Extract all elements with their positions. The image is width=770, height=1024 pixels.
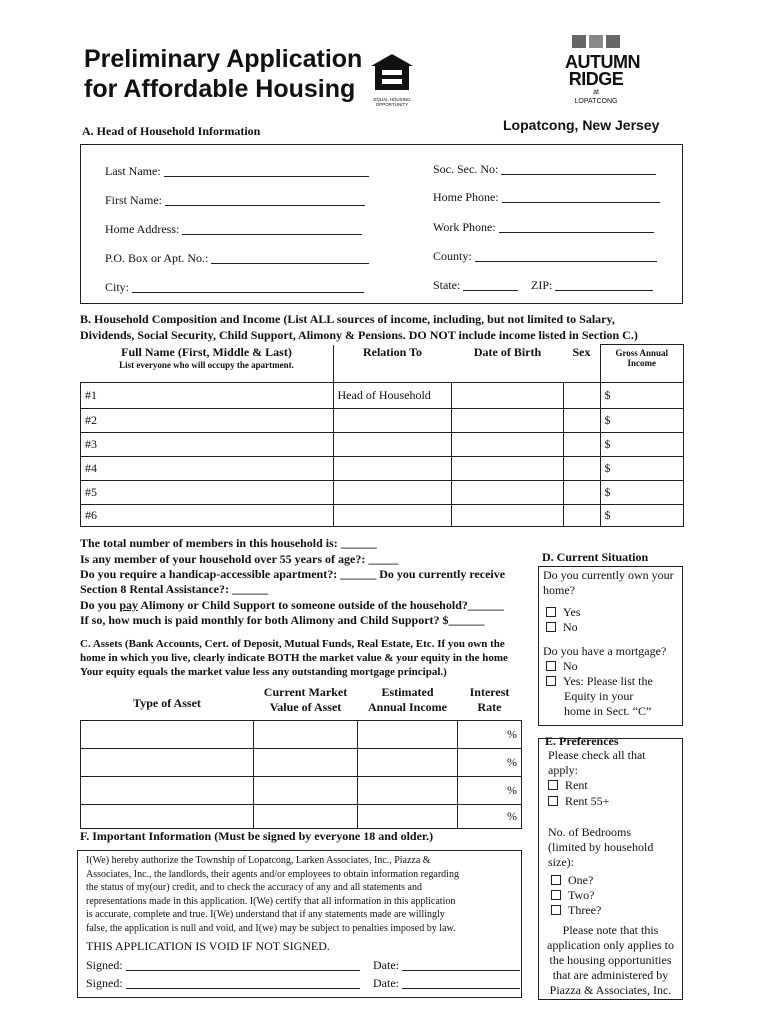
location: Lopatcong, New Jersey: [503, 117, 660, 133]
row-relation[interactable]: [333, 433, 452, 457]
asset-income-cell[interactable]: [358, 776, 458, 804]
bed-one[interactable]: One?: [551, 873, 593, 888]
mortgage-yes[interactable]: Yes: Please list the Equity in your home in Sect. “C”: [546, 674, 653, 719]
row-sex[interactable]: [564, 383, 601, 409]
authorization-paragraph: I(We) hereby authorize the Township of Lopatcong, Larken Associates, Inc., Piazza & Associates, Inc., the landlords, their agents and/or employees to obtain information regarding the status of my(our) credit, and to check the accuracy of any and all statements and representations made in this application. I(We) certify that all information in this application is accurate, complete and true. I(We) understand that if any statements made are willingly false, the application is null and void, and I(we) may be subject to penalties imposed by law.: [86, 855, 459, 934]
title-line-2: for Affordable Housing: [84, 75, 356, 103]
own-home-question: Do you currently own your home?: [543, 568, 674, 597]
col-full-name: Full Name (First, Middle & Last) List everyone who will occupy the apartment.: [81, 345, 334, 383]
home-phone-field[interactable]: Home Phone:: [433, 190, 660, 205]
county-field[interactable]: County:: [433, 249, 657, 264]
row-dob[interactable]: [452, 505, 564, 527]
row-num: #4: [81, 457, 334, 481]
work-phone-field[interactable]: Work Phone:: [433, 220, 654, 235]
logo-line-1: AUTUMN: [565, 52, 640, 72]
row-income[interactable]: $: [600, 505, 684, 527]
bed-two[interactable]: Two?: [551, 888, 594, 903]
pref-rent-55[interactable]: Rent 55+: [548, 794, 609, 809]
logo-line-2: RIDGE: [568, 69, 624, 89]
asset-market-cell[interactable]: [254, 748, 358, 776]
city-field[interactable]: City:: [105, 280, 364, 295]
asset-type-cell[interactable]: [81, 776, 254, 804]
preferences-instructions: Please check all that apply:: [548, 748, 646, 777]
checkbox-icon[interactable]: [548, 780, 558, 790]
row-income[interactable]: $: [600, 457, 684, 481]
question-members[interactable]: The total number of members in this household is: ______: [80, 536, 377, 550]
household-table: [80, 344, 684, 527]
col-annual-income: Estimated Annual Income: [367, 684, 447, 714]
asset-type-cell[interactable]: [81, 748, 254, 776]
bed-three[interactable]: Three?: [551, 903, 601, 918]
page-title: [84, 44, 362, 104]
col-interest-rate: Interest Rate: [469, 684, 510, 714]
house-icon: [369, 52, 415, 92]
signature-field-1[interactable]: Signed:: [86, 958, 360, 973]
eho-text: EQUAL HOUSING OPPORTUNITY: [373, 97, 411, 107]
asset-rate-cell[interactable]: %: [458, 748, 522, 776]
section-d-heading: D. Current Situation: [542, 550, 649, 564]
bedrooms-label: No. of Bedrooms (limited by household size):: [548, 825, 654, 869]
date-field-2[interactable]: Date:: [373, 976, 520, 991]
row-income[interactable]: $: [600, 409, 684, 433]
asset-type-cell[interactable]: [81, 720, 254, 748]
asset-market-cell[interactable]: [254, 776, 358, 804]
po-box-field[interactable]: P.O. Box or Apt. No.:: [105, 251, 369, 266]
checkbox-icon[interactable]: [546, 661, 556, 671]
asset-income-cell[interactable]: [358, 804, 458, 828]
asset-market-cell[interactable]: [254, 804, 358, 828]
checkbox-icon[interactable]: [551, 905, 561, 915]
row-dob[interactable]: [452, 433, 564, 457]
state-field[interactable]: State:: [433, 278, 518, 293]
row-relation[interactable]: [333, 457, 452, 481]
checkbox-icon[interactable]: [551, 875, 561, 885]
row-dob[interactable]: [452, 457, 564, 481]
asset-market-cell[interactable]: [254, 720, 358, 748]
col-market-value: Current Market Value of Asset: [263, 684, 348, 714]
row-income[interactable]: $: [600, 433, 684, 457]
row-num: #6: [81, 505, 334, 527]
last-name-field[interactable]: Last Name:: [105, 164, 369, 179]
row-sex[interactable]: [564, 481, 601, 505]
question-section8[interactable]: Section 8 Rental Assistance?: ______: [80, 582, 268, 596]
col-asset-type: Type of Asset: [133, 696, 201, 711]
row-num: #5: [81, 481, 334, 505]
asset-income-cell[interactable]: [358, 720, 458, 748]
mortgage-no[interactable]: No: [546, 659, 578, 674]
row-num: #3: [81, 433, 334, 457]
checkbox-icon[interactable]: [546, 676, 556, 686]
void-notice: THIS APPLICATION IS VOID IF NOT SIGNED.: [86, 939, 330, 953]
logo-line-4: LOPATCONG: [574, 98, 618, 105]
asset-income-cell[interactable]: [358, 748, 458, 776]
section-e-heading: E. Preferences: [545, 734, 619, 748]
signature-field-2[interactable]: Signed:: [86, 976, 360, 991]
preferences-note: Please note that this application only applies to the housing opportunities that are administered by Piazza & Associates, Inc.: [547, 923, 674, 997]
row-sex[interactable]: [564, 457, 601, 481]
equal-housing-logo: [369, 52, 415, 107]
mortgage-question: Do you have a mortgage?: [543, 644, 667, 658]
checkbox-icon[interactable]: [546, 607, 556, 617]
row-sex[interactable]: [564, 505, 601, 527]
row-relation[interactable]: [333, 409, 452, 433]
assets-table: [80, 680, 522, 829]
checkbox-icon[interactable]: [548, 796, 558, 806]
col-dob: Date of Birth: [473, 344, 542, 359]
row-income[interactable]: $: [600, 481, 684, 505]
row-income[interactable]: $: [600, 383, 684, 409]
first-name-field[interactable]: First Name:: [105, 193, 365, 208]
own-home-no[interactable]: No: [546, 620, 578, 635]
row-sex[interactable]: [564, 433, 601, 457]
asset-rate-cell[interactable]: %: [458, 776, 522, 804]
row-num: #1: [81, 383, 334, 409]
row-dob[interactable]: [452, 481, 564, 505]
pref-rent[interactable]: Rent: [548, 778, 588, 793]
date-field-1[interactable]: Date:: [373, 958, 520, 973]
own-home-yes[interactable]: Yes: [546, 605, 580, 620]
question-over-55[interactable]: Is any member of your household over 55 years of age?: _____: [80, 552, 399, 566]
checkbox-icon[interactable]: [551, 890, 561, 900]
col-sex: Sex: [564, 345, 601, 383]
row-relation[interactable]: Head of Household: [333, 383, 452, 409]
checkbox-icon[interactable]: [546, 622, 556, 632]
section-a-heading: A. Head of Household Information: [82, 124, 261, 138]
logo-line-3: at: [593, 89, 599, 96]
row-num: #2: [81, 409, 334, 433]
question-handicap[interactable]: Do you require a handicap-accessible apartment?: ______ Do you currently receive: [80, 567, 506, 581]
home-address-field[interactable]: Home Address:: [105, 222, 362, 237]
row-relation[interactable]: [333, 505, 452, 527]
section-f-heading: F. Important Information (Must be signed by everyone 18 and older.): [80, 829, 434, 843]
zip-field[interactable]: ZIP:: [531, 278, 653, 293]
ssn-field[interactable]: Soc. Sec. No:: [433, 162, 656, 177]
section-b-heading: B. Household Composition and Income (List ALL sources of income, including, but not limited to Salary, Dividends, Social Security, Child Support, Alimony & Pensions. DO NOT include income listed in Section C.): [80, 312, 638, 342]
col-relation: Relation To: [362, 344, 422, 359]
row-dob[interactable]: [452, 409, 564, 433]
row-sex[interactable]: [564, 409, 601, 433]
asset-type-cell[interactable]: [81, 804, 254, 828]
leaf-icon: [570, 33, 622, 49]
autumn-ridge-logo: [565, 33, 640, 113]
row-relation[interactable]: [333, 481, 452, 505]
row-dob[interactable]: [452, 383, 564, 409]
question-alimony[interactable]: Do you pay Alimony or Child Support to someone outside of the household?______: [80, 598, 504, 612]
asset-rate-cell[interactable]: %: [458, 804, 522, 828]
section-c-heading: C. Assets (Bank Accounts, Cert. of Deposit, Mutual Funds, Real Estate, Etc. If you own the home in which you live, clearly indicate BOTH the market value & your equity in the home Your equity equals the market value less any outstanding mortgage principal.): [80, 638, 508, 678]
asset-rate-cell[interactable]: %: [458, 720, 522, 748]
title-line-1: Preliminary Application: [84, 45, 363, 73]
question-alimony-amount[interactable]: If so, how much is paid monthly for both Alimony and Child Support? $______: [80, 613, 485, 627]
col-income: Gross Annual Income: [600, 345, 684, 383]
